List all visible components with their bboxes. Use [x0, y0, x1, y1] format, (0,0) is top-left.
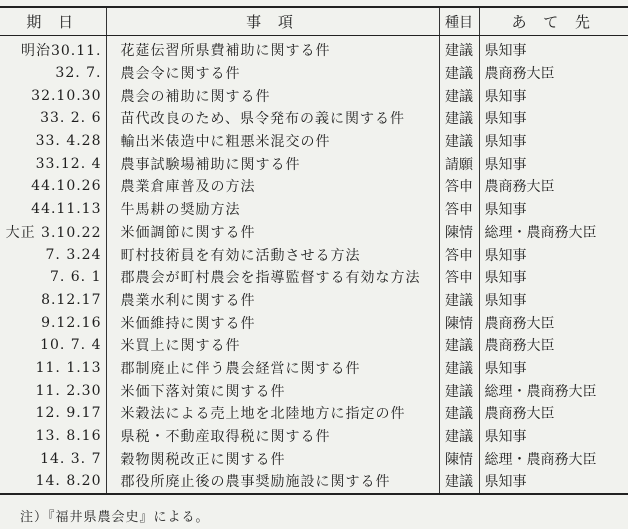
type-cell: 建議	[439, 379, 479, 402]
type-cell: 建議	[439, 334, 479, 357]
table-row	[0, 198, 628, 221]
item-cell: 農会の補助に関する件	[106, 84, 439, 107]
destination-cell: 農商務大臣	[479, 62, 628, 85]
item-cell: 県税・不動産取得税に関する件	[106, 425, 439, 448]
item-cell: 花莚伝習所県費補助に関する件	[106, 36, 439, 62]
header-type: 種目	[439, 7, 479, 36]
type-cell: 建議	[439, 62, 479, 85]
table-row	[0, 36, 628, 62]
date-cell: 大正 3.10.22	[5, 224, 102, 241]
table-row	[0, 243, 628, 266]
destination-cell: 県知事	[479, 107, 628, 130]
destination-cell: 県知事	[479, 357, 628, 380]
item-cell: 郡役所廃止後の農事奨励施設に関する件	[106, 470, 439, 494]
source-note: 注）『福井県農会史』による。	[20, 510, 210, 525]
type-cell: 陳情	[439, 447, 479, 470]
table-row	[0, 447, 628, 470]
item-cell: 苗代改良のため、県令発布の義に関する件	[106, 107, 439, 130]
table-row	[0, 289, 628, 312]
table-row	[0, 470, 628, 494]
table-row	[0, 266, 628, 289]
date-cell: 11. 1.13	[35, 359, 102, 376]
item-cell: 農会令に関する件	[106, 62, 439, 85]
destination-cell: 農商務大臣	[479, 311, 628, 334]
destination-cell: 県知事	[479, 289, 628, 312]
destination-cell: 県知事	[479, 152, 628, 175]
item-cell: 穀物関税改正に関する件	[106, 447, 439, 470]
type-cell: 答申	[439, 198, 479, 221]
date-cell: 9.12.16	[41, 314, 102, 331]
item-cell: 農業水利に関する件	[106, 289, 439, 312]
item-cell: 農業倉庫普及の方法	[106, 175, 439, 198]
table-row	[0, 62, 628, 85]
destination-cell: 県知事	[479, 470, 628, 494]
date-cell: 33. 2. 6	[40, 110, 102, 127]
item-cell: 輸出米俵造中に粗悪米混交の件	[106, 130, 439, 153]
date-cell: 32.10.30	[31, 87, 102, 104]
header-date: 期 日	[0, 7, 106, 36]
table-body	[0, 36, 628, 494]
destination-cell: 県知事	[479, 266, 628, 289]
type-cell: 建議	[439, 425, 479, 448]
date-cell: 33.12. 4	[35, 155, 102, 172]
type-cell: 答申	[439, 266, 479, 289]
type-cell: 建議	[439, 470, 479, 494]
destination-cell: 農商務大臣	[479, 402, 628, 425]
type-cell: 建議	[439, 107, 479, 130]
destination-cell: 県知事	[479, 36, 628, 62]
item-cell: 牛馬耕の奨励方法	[106, 198, 439, 221]
table-row	[0, 334, 628, 357]
type-cell: 建議	[439, 402, 479, 425]
type-cell: 建議	[439, 289, 479, 312]
table-row	[0, 130, 628, 153]
destination-cell: 総理・農商務大臣	[479, 221, 628, 244]
table-row	[0, 221, 628, 244]
date-cell: 11. 2.30	[35, 382, 102, 399]
table-row	[0, 425, 628, 448]
date-cell: 7. 3.24	[45, 246, 102, 263]
destination-cell: 県知事	[479, 243, 628, 266]
table-row	[0, 84, 628, 107]
date-cell: 10. 7. 4	[40, 337, 102, 354]
date-cell: 44.11.13	[31, 201, 102, 218]
table-row	[0, 107, 628, 130]
date-cell: 44.10.26	[31, 178, 102, 195]
item-cell: 米価維持に関する件	[106, 311, 439, 334]
destination-cell: 県知事	[479, 130, 628, 153]
item-cell: 米価下落対策に関する件	[106, 379, 439, 402]
type-cell: 建議	[439, 130, 479, 153]
type-cell: 陳情	[439, 221, 479, 244]
destination-cell: 農商務大臣	[479, 334, 628, 357]
item-cell: 郡制廃止に伴う農会経営に関する件	[106, 357, 439, 380]
header-item: 事 項	[106, 7, 439, 36]
date-cell: 14. 3. 7	[40, 450, 102, 467]
date-cell: 明治30.11.	[20, 43, 102, 60]
item-cell: 町村技術員を有効に活動させる方法	[106, 243, 439, 266]
table-row	[0, 311, 628, 334]
destination-cell: 県知事	[479, 198, 628, 221]
destination-cell: 県知事	[479, 425, 628, 448]
item-cell: 郡農会が町村農会を指導監督する有効な方法	[106, 266, 439, 289]
date-cell: 33. 4.28	[35, 133, 102, 150]
type-cell: 答申	[439, 243, 479, 266]
type-cell: 建議	[439, 357, 479, 380]
date-cell: 32. 7.	[55, 65, 102, 82]
type-cell: 建議	[439, 84, 479, 107]
type-cell: 答申	[439, 175, 479, 198]
date-cell: 13. 8.16	[35, 428, 102, 445]
table-row	[0, 357, 628, 380]
date-cell: 8.12.17	[41, 291, 102, 308]
item-cell: 米価調節に関する件	[106, 221, 439, 244]
item-cell: 米穀法による売上地を北陸地方に指定の件	[106, 402, 439, 425]
date-cell: 12. 9.17	[35, 405, 102, 422]
item-cell: 農事試験場補助に関する件	[106, 152, 439, 175]
table-header	[0, 7, 628, 36]
table-row	[0, 152, 628, 175]
type-cell: 建議	[439, 36, 479, 62]
destination-cell: 総理・農商務大臣	[479, 379, 628, 402]
type-cell: 陳情	[439, 311, 479, 334]
table-row	[0, 379, 628, 402]
date-cell: 14. 8.20	[0, 470, 106, 494]
table-row	[0, 175, 628, 198]
header-destination: あ て 先	[479, 7, 628, 36]
destination-cell: 農商務大臣	[479, 175, 628, 198]
item-cell: 米買上に関する件	[106, 334, 439, 357]
date-cell: 7. 6. 1	[49, 269, 102, 286]
resolutions-table	[0, 6, 628, 495]
type-cell: 請願	[439, 152, 479, 175]
table-row	[0, 402, 628, 425]
destination-cell: 県知事	[479, 84, 628, 107]
destination-cell: 総理・農商務大臣	[479, 447, 628, 470]
